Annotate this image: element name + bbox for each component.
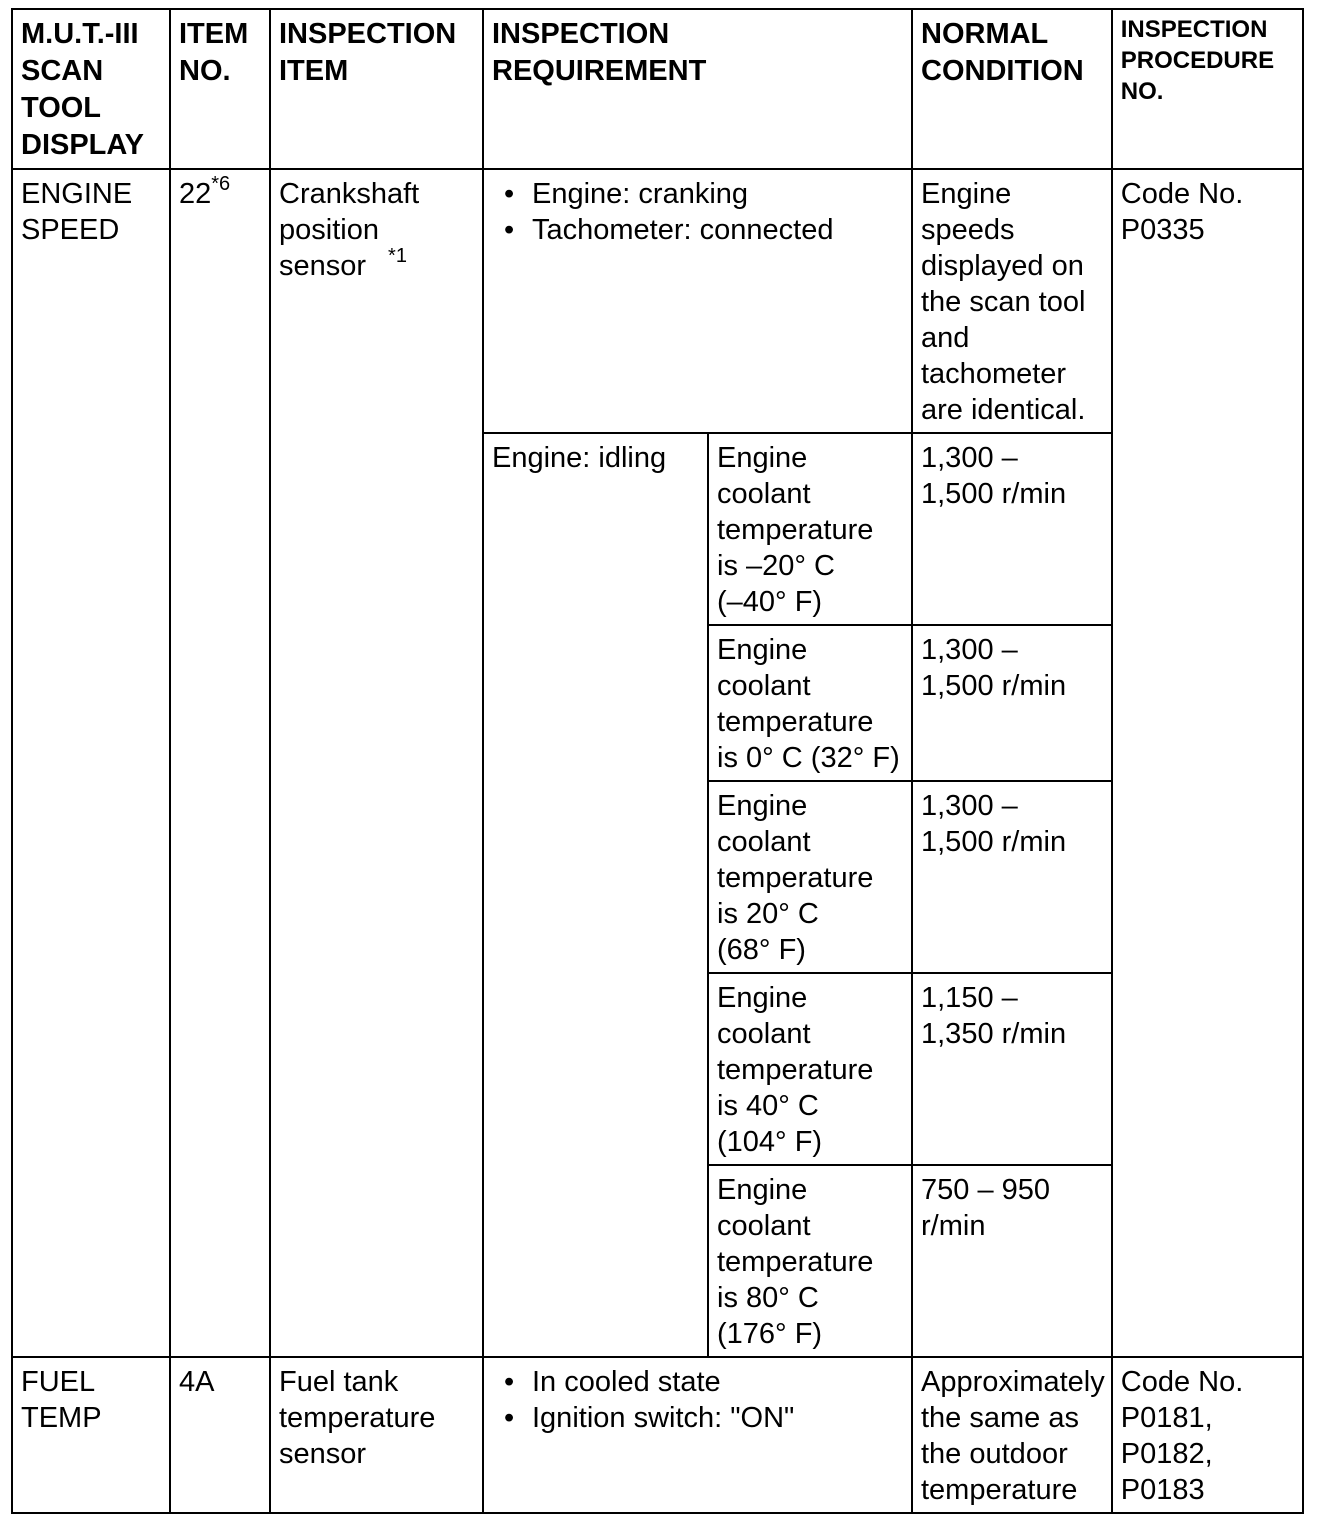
fuel-temp-requirements (483, 1357, 912, 1513)
header-inspection-item: INSPECTION ITEM (270, 9, 483, 169)
header-item-no: ITEM NO. (170, 9, 270, 169)
header-row (12, 9, 1303, 169)
engine-speed-requirements (483, 169, 912, 433)
fuel-temp-normal: Approximately the same as the outdoor temperature (912, 1357, 1112, 1513)
coolant-condition: Engine coolant temperature is 20° C (68° F) (708, 781, 912, 973)
requirement-item: • In cooled state (492, 1364, 905, 1400)
requirement-item: • Engine: cranking (492, 176, 905, 212)
idle-normal: 1,150 – 1,350 r/min (912, 973, 1112, 1165)
header-requirement: INSPECTION REQUIREMENT (483, 9, 912, 169)
header-normal-condition: NORMAL CONDITION (912, 9, 1112, 169)
fuel-temp-row (12, 1357, 1303, 1513)
engine-speed-display: ENGINE SPEED (12, 169, 170, 1357)
engine-speed-inspection-item: Crankshaft position sensor $^{*1}$ (270, 169, 483, 1357)
engine-speed-procedure: Code No. P0335 (1112, 169, 1303, 1357)
idle-normal: 1,300 – 1,500 r/min (912, 625, 1112, 781)
idle-normal: 1,300 – 1,500 r/min (912, 781, 1112, 973)
requirement-item: • Ignition switch: "ON" (492, 1400, 905, 1436)
requirement-item: • Tachometer: connected (492, 212, 905, 248)
inspection-table (11, 8, 1304, 1514)
fuel-temp-display: FUEL TEMP (12, 1357, 170, 1513)
idle-condition: Engine: idling (483, 433, 708, 1357)
header-display: M.U.T.-III SCAN TOOL DISPLAY (12, 9, 170, 169)
coolant-condition: Engine coolant temperature is 40° C (104° F) (708, 973, 912, 1165)
header-procedure: INSPECTION PROCEDURE NO. (1112, 9, 1303, 169)
idle-normal: 750 – 950 r/min (912, 1165, 1112, 1357)
engine-speed-cranking-normal: Engine speeds displayed on the scan tool and tachometer are identical. (912, 169, 1112, 433)
fuel-temp-item-no: 4A (170, 1357, 270, 1513)
fuel-temp-inspection-item: Fuel tank temperature sensor (270, 1357, 483, 1513)
engine-speed-row (12, 169, 1303, 433)
engine-speed-item-no: 22$^{*6}$ (170, 169, 270, 1357)
idle-normal: 1,300 – 1,500 r/min (912, 433, 1112, 625)
coolant-condition: Engine coolant temperature is –20° C (–40° F) (708, 433, 912, 625)
coolant-condition: Engine coolant temperature is 80° C (176° F) (708, 1165, 912, 1357)
fuel-temp-procedure: Code No. P0181, P0182, P0183 (1112, 1357, 1303, 1513)
coolant-condition: Engine coolant temperature is 0° C (32° F) (708, 625, 912, 781)
